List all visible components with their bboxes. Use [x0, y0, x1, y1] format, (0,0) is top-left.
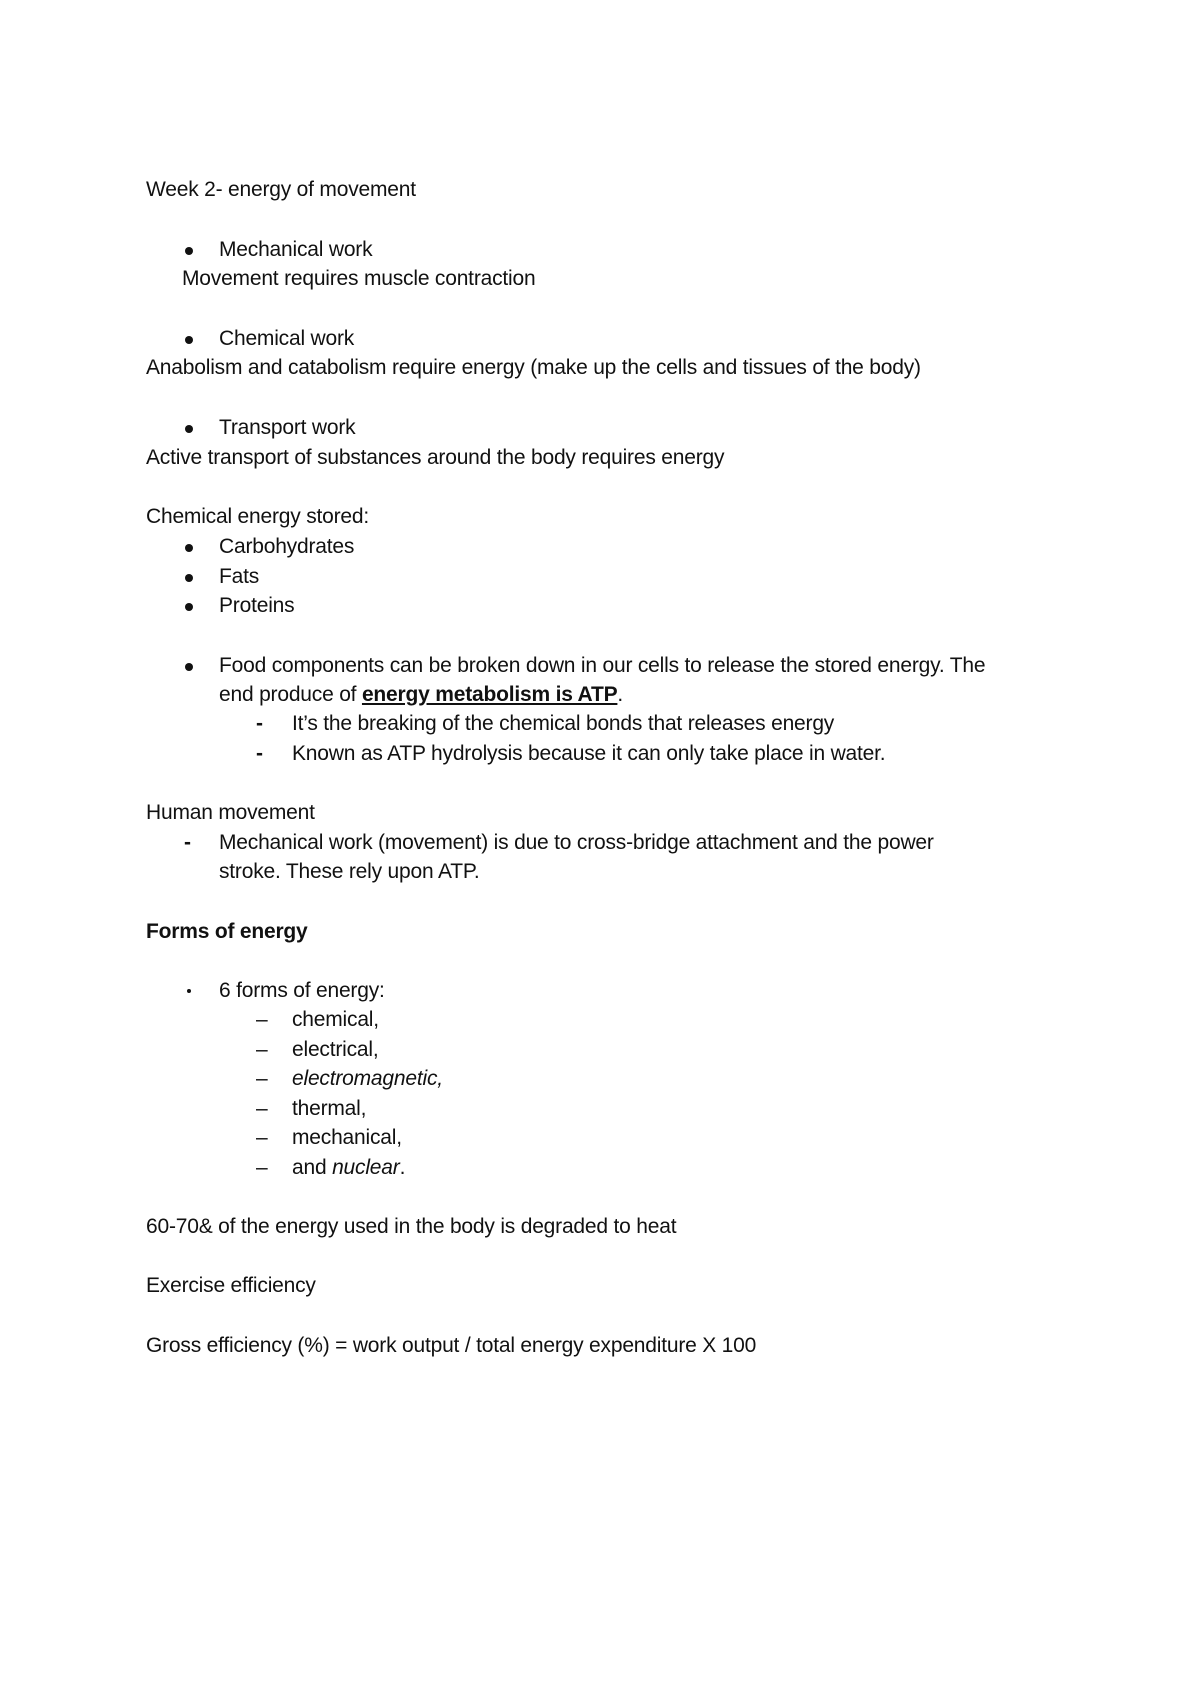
- work-type-desc: Active transport of substances around the body requires energy: [146, 446, 725, 469]
- bullet-icon: [187, 989, 191, 993]
- work-type-desc: Movement requires muscle contraction: [182, 267, 536, 290]
- bullet-icon: [185, 603, 193, 611]
- stored-item: Fats: [219, 565, 260, 588]
- forms-item: thermal,: [292, 1097, 367, 1120]
- heat-statement: 60-70& of the energy used in the body is degraded to heat: [146, 1215, 677, 1238]
- forms-item: chemical,: [292, 1008, 379, 1031]
- forms-item-last: [292, 1155, 405, 1181]
- food-sub-item: Known as ATP hydrolysis because it can only take place in water.: [292, 742, 886, 765]
- dash-icon: –: [256, 1038, 268, 1061]
- forms-heading: Forms of energy: [146, 920, 308, 943]
- human-line-1: Mechanical work (movement) is due to cross-bridge attachment and the power: [219, 831, 934, 854]
- dash-icon: –: [256, 1008, 268, 1031]
- dash-icon: –: [256, 1126, 268, 1149]
- work-type-label: Chemical work: [219, 327, 355, 350]
- work-type-label: Mechanical work: [219, 238, 373, 261]
- dash-icon: –: [256, 1067, 268, 1090]
- forms-last-pre: and: [292, 1156, 333, 1179]
- stored-heading: Chemical energy stored:: [146, 505, 370, 528]
- document-title: Week 2- energy of movement: [146, 178, 416, 201]
- forms-item: electrical,: [292, 1038, 379, 1061]
- dash-icon: -: [256, 742, 263, 765]
- human-heading: Human movement: [146, 801, 315, 824]
- bullet-icon: [185, 425, 193, 433]
- forms-last-post: .: [399, 1156, 406, 1179]
- forms-intro: 6 forms of energy:: [219, 979, 385, 1002]
- dash-icon: –: [256, 1156, 268, 1179]
- bullet-icon: [185, 247, 193, 255]
- stored-item: Proteins: [219, 594, 295, 617]
- bullet-icon: [185, 336, 193, 344]
- atp-emphasis: energy metabolism is ATP: [361, 683, 618, 706]
- dash-icon: -: [256, 712, 263, 735]
- food-sub-item: It’s the breaking of the chemical bonds that releases energy: [292, 712, 835, 735]
- dash-icon: -: [184, 831, 191, 854]
- forms-item: electromagnetic,: [292, 1067, 443, 1090]
- bullet-icon: [185, 544, 193, 552]
- stored-item: Carbohydrates: [219, 535, 355, 558]
- forms-item: mechanical,: [292, 1126, 402, 1149]
- efficiency-formula: Gross efficiency (%) = work output / total energy expenditure X 100: [146, 1334, 757, 1357]
- forms-last-italic: nuclear: [332, 1156, 400, 1179]
- food-line-2: [219, 682, 623, 708]
- food-line-1: Food components can be broken down in our cells to release the stored energy. The: [219, 654, 986, 677]
- human-line-2: stroke. These rely upon ATP.: [219, 860, 480, 883]
- bullet-icon: [185, 663, 193, 671]
- dash-icon: –: [256, 1097, 268, 1120]
- bullet-icon: [185, 574, 193, 582]
- efficiency-heading: Exercise efficiency: [146, 1274, 316, 1297]
- food-line-2-post: .: [617, 683, 624, 706]
- work-type-label: Transport work: [219, 416, 356, 439]
- food-line-2-pre: end produce of: [219, 683, 362, 706]
- work-type-desc: Anabolism and catabolism require energy (make up the cells and tissues of the body): [146, 356, 921, 379]
